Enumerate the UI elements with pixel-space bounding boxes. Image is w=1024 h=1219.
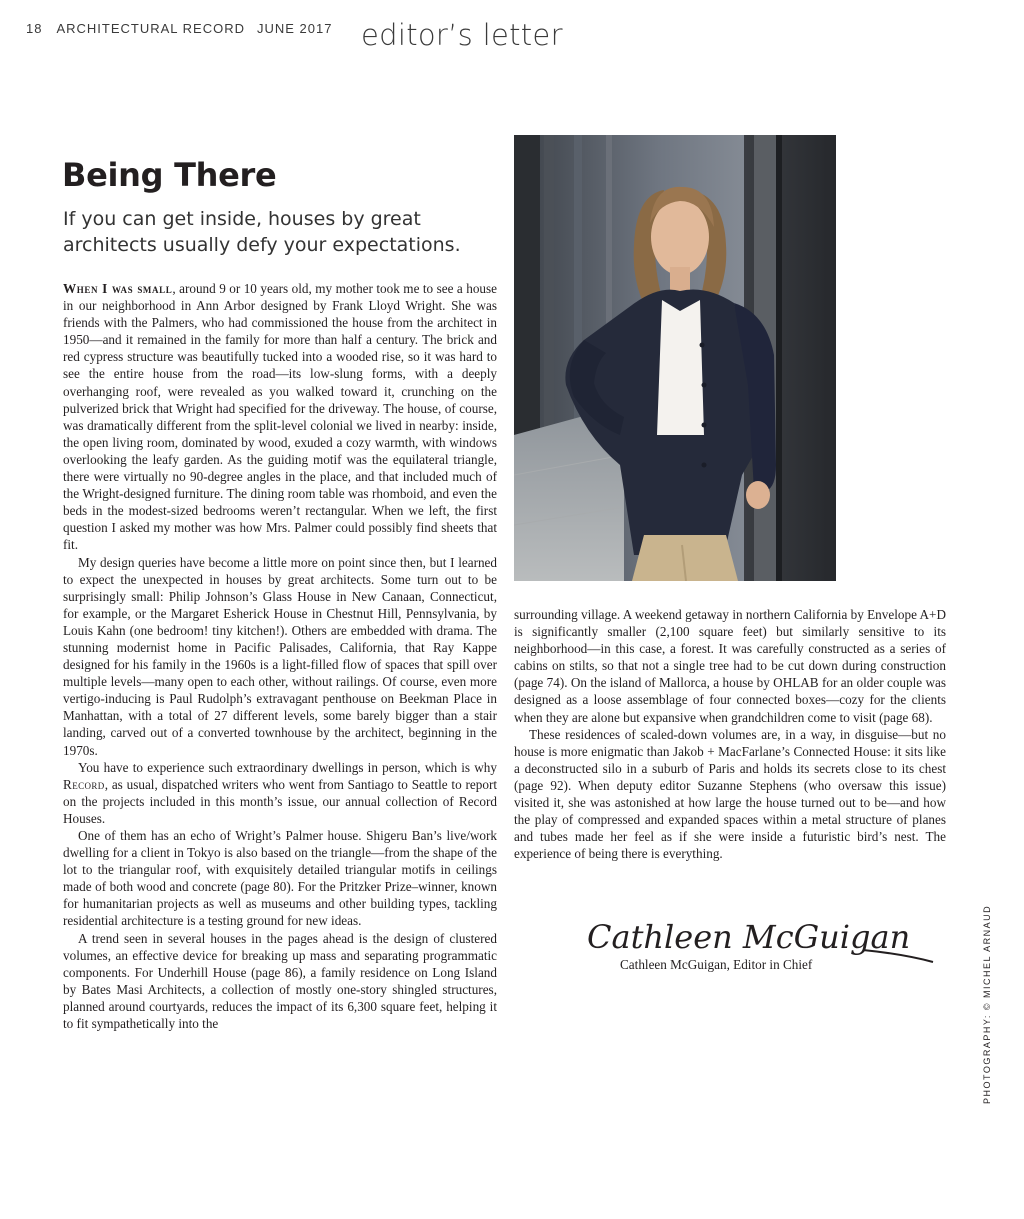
paragraph-1-text: , around 9 or 10 years old, my mother took me to see a house in our neighborhood in Ann Arbor designed by Frank Lloyd Wright. She was friends with the Palmers, who had commissioned the house from the architect in 1950—and it remained in the family for more than half a century. The brick and red cypress structure was beautifully tucked into a wooded rise, so it was hard to see the entire house from the road—its low-slung forms, with a deeply overhanging roof, were revealed as you walked toward it, crunching on the pulverized brick that Wright had specified for the driveway. The house, of course, was dramatically different from the split-level colonial we lived in nearby: inside, the open living room, dominated by wood, exuded a cozy warmth, with windows overlooking the leafy garden. As the guiding motif was the equilateral triangle, there were virtually no 90-degree angles in the place, and that included much of the Wright-designed furniture. The dining room table was rhomboid, and even the beds in the modest-sized bedrooms weren’t rectangular. When we left, the first question I asked my mother was how Mrs. Palmer could possibly find sheets that fit. xyxy=(63,281,498,553)
paragraph-5-continued: surrounding village. A weekend getaway in northern California by Envelope A+D is significantly smaller (2,100 square feet) but similarly sensitive to its neighborhood—in this case, a forest. It was carefully constructed as a series of cabins on stilts, so that not a single tree had to be cut down during construction (page 74). On the island of Mallorca, a house by OHLAB for an older couple was designed as a loose assemblage of four connected boxes—cozy for the clients when they are alone but expansive when grandchildren come to visit (page 68). xyxy=(514,607,946,725)
paragraph-3 xyxy=(63,759,497,827)
signature-caption: Cathleen McGuigan, Editor in Chief xyxy=(620,957,813,972)
signature-script: Cathleen McGuigan xyxy=(587,918,911,956)
page-number: 18 xyxy=(26,21,43,36)
issue-date: JUNE 2017 xyxy=(257,21,333,36)
paragraph-3-text-a: You have to experience such extraordinary dwellings in person, which is why xyxy=(78,759,497,775)
paragraph-3-text-b: , as usual, dispatched writers who went from Santiago to Seattle to report on the projects included in this month’s issue, our annual collection of Record Houses. xyxy=(63,776,497,826)
section-label: editor’s letter xyxy=(361,18,563,52)
paragraph-5: A trend seen in several houses in the pages ahead is the design of clustered volumes, an effective device for breaking up mass and separating programmatic components. For Underhill House (page 86), a family residence on Long Island by Bates Masi Architects, a collection of mostly one-story shingled structures, planned around courtyards, reduces the impact of its 6,300 square feet, helping it to fit sympathetically into the xyxy=(63,930,497,1032)
record-small-caps: Record xyxy=(63,776,105,792)
article-headline: Being There xyxy=(62,156,277,194)
article-column-right xyxy=(514,606,946,862)
portrait-illustration xyxy=(514,135,836,581)
article-column-left xyxy=(63,280,497,1032)
paragraph-1 xyxy=(63,280,497,554)
article-deck: If you can get inside, houses by great architects usually defy your expectations. xyxy=(63,208,461,256)
paragraph-4: One of them has an echo of Wright’s Palmer house. Shigeru Ban’s live/work dwelling for a client in Tokyo is also based on the triangle—from the shape of the lot to the triangular roof, with exquisitely detailed triangular motifs in ceilings made of both wood and concrete (page 80). For the Pritzker Prize–winner, known for humanitarian projects as well as museums and other building types, tackling residential architecture is a testing ground for new ideas. xyxy=(63,828,497,929)
publication-name: ARCHITECTURAL RECORD xyxy=(56,21,245,36)
editor-portrait-photo xyxy=(514,135,836,581)
photo-credit: PHOTOGRAPHY: © MICHEL ARNAUD xyxy=(982,904,992,1104)
lead-in: When I was small xyxy=(63,281,173,296)
paragraph-2: My design queries have become a little more on point since then, but I learned to expect the unexpected in houses by great architects. Some turn out to be surprisingly small: Philip Johnson’s Glass House in New Canaan, Connecticut, for example, or the Margaret Esherick House in Chestnut Hill, Pennsylvania, by Louis Kahn (one bedroom! tiny kitchen!). Others are embedded with drama. The stunning modernist home in Pacific Palisades, California, that Ray Kappe designed for his family in the 1960s is a light-filled flow of spaces that spill over multiple levels—many open to each other, without railings. Of course, even more vertigo-inducing is Paul Rudolph’s extravagant penthouse on Beekman Place in Manhattan, with a total of 27 different levels, some barely bigger than a stair landing, carved out of a converted townhouse by the architect, beginning in the 1970s. xyxy=(63,554,497,758)
header-meta xyxy=(26,21,332,36)
paragraph-6: These residences of scaled-down volumes are, in a way, in disguise—but no house is more enigmatic than Jakob + MacFarlane’s Connected House: it sits like a deconstructed silo in a suburb of Paris and holds its secrets close to its chest (page 92). When deputy editor Suzanne Stephens (who oversaw this issue) visited it, she was astonished at how large the house turned out to be—and how the play of compressed and expanded spaces within a metal structure of planes and tubes made her feel as if she were inside a futuristic bird’s nest. The experience of being there is everything. xyxy=(514,726,946,862)
